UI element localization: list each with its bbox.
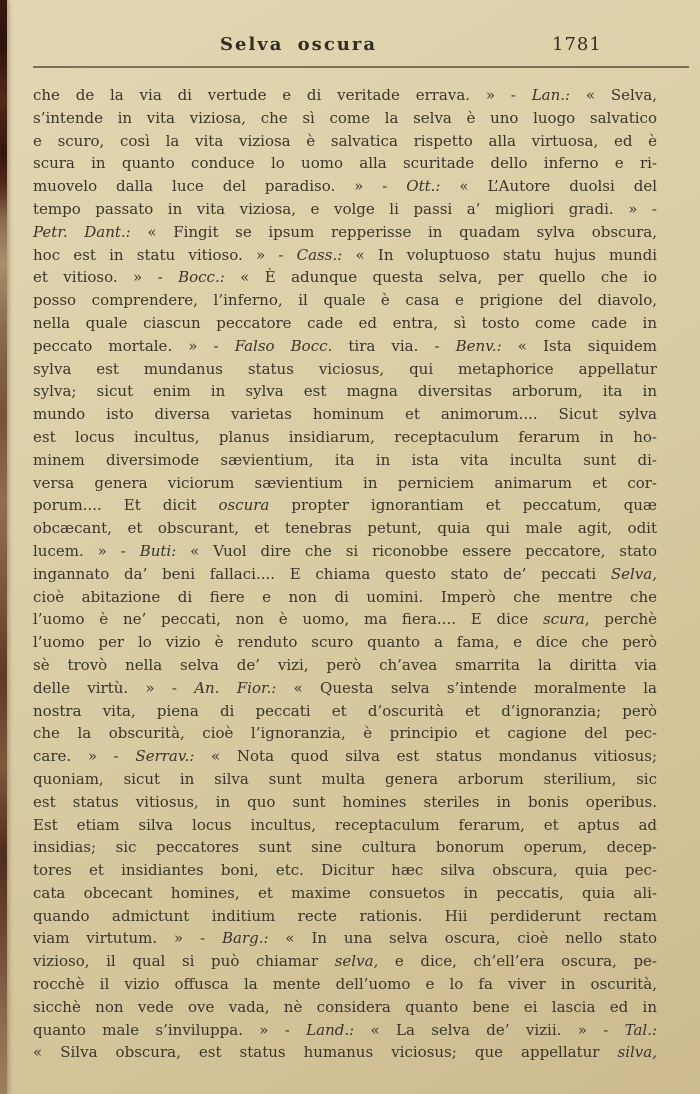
header-rule [33, 66, 689, 68]
text-segment: delle virtù. » - [33, 678, 195, 697]
text-segment: et vitioso. » - [33, 268, 179, 287]
text-line [33, 700, 657, 723]
text-segment: , perchè [584, 610, 658, 629]
text-line [33, 586, 657, 609]
text-line [33, 608, 657, 631]
commentator-abbrev: Barg.: [221, 929, 269, 948]
text-segment: e scuro, così la vita viziosa è salvatica rispetto alla virtuosa, ed è [33, 131, 657, 150]
text-line [33, 175, 657, 198]
commentator-abbrev: oscura [218, 496, 270, 515]
text-segment: nostra vita, piena di peccati et d’oscurità et d’ignoranzia; però [33, 701, 657, 720]
text-line [33, 836, 657, 859]
commentator-abbrev: Land.: [306, 1020, 355, 1039]
text-segment: tira via. - [332, 336, 456, 355]
text-segment: « Silva obscura, est status humanus viciosus; que appellatur [33, 1043, 618, 1062]
text-line [33, 677, 657, 700]
text-segment: lucem. » - [33, 541, 140, 560]
text-line [33, 927, 657, 950]
commentator-abbrev: scura [542, 610, 585, 629]
text-line [33, 244, 657, 267]
text-segment: sicchè non vede ove vada, nè considera quanto bene ei lascia ed in [33, 997, 657, 1016]
text-line [33, 289, 657, 312]
text-segment: « Fingit se ipsum repperisse in quadam sylva obscura, [130, 222, 657, 241]
text-segment: « Selva, [570, 86, 657, 104]
text-line [33, 107, 657, 130]
commentator-abbrev: Tal.: [624, 1020, 658, 1039]
text-line [33, 426, 657, 449]
body-text [33, 84, 657, 1064]
commentator-abbrev: Cass.: [296, 245, 343, 264]
text-segment: hoc est in statu vitioso. » - [33, 245, 297, 264]
text-segment: insidias; sic peccatores sunt sine cultura bonorum operum, decep- [33, 838, 657, 857]
text-line [33, 1041, 657, 1064]
text-segment: vizioso, il qual si può chiamar [33, 952, 335, 971]
text-segment: muovelo dalla luce del paradiso. » - [33, 177, 407, 196]
text-line [33, 905, 657, 928]
text-segment: l’uomo per lo vizio è renduto scuro quanto a fama, e dice che però [33, 633, 657, 652]
text-line [33, 358, 657, 381]
text-segment: che la obscurità, cioè l’ignoranzia, è principio et cagione del pec- [33, 724, 657, 743]
text-segment: obcæcant, et obscurant, et tenebras petunt, quia qui male agit, odit [33, 519, 657, 538]
text-segment: quoniam, sicut in silva sunt multa genera arborum sterilium, sic [33, 769, 657, 788]
text-segment: est locus incultus, planus insidiarum, receptaculum ferarum in ho- [33, 427, 657, 446]
text-segment: rocchè il vizio offusca la mente dell’uomo e lo fa viver in oscurità, [33, 975, 657, 994]
text-segment: quando admictunt inditium recte rationis. Hii perdiderunt rectam [33, 906, 657, 925]
text-segment: « La selva de’ vizii. » - [354, 1020, 625, 1039]
commentator-abbrev: silva, [617, 1043, 657, 1062]
text-segment: scura in quanto conduce lo uomo alla scuritade dello inferno e ri- [33, 154, 657, 173]
text-segment: sylva est mundanus status viciosus, qui metaphorice appellatur [33, 359, 657, 378]
text-segment: viam virtutum. » - [33, 929, 222, 948]
commentator-abbrev: Ott.: [406, 177, 441, 196]
text-line [33, 859, 657, 882]
text-segment: quanto male s’inviluppa. » - [33, 1020, 307, 1039]
text-line [33, 130, 657, 153]
commentator-abbrev: Serrav.: [135, 747, 195, 766]
text-segment: mundo isto diversa varietas hominum et animorum.... Sicut sylva [33, 405, 657, 424]
text-segment: « In voluptuoso statu hujus mundi [342, 245, 657, 264]
text-line [33, 631, 657, 654]
commentator-abbrev: Buti: [139, 541, 177, 560]
text-segment: « Nota quod silva est status mondanus vitiosus; [194, 747, 657, 766]
text-line [33, 380, 657, 403]
text-segment: « È adunque questa selva, per quello che io [224, 268, 657, 287]
text-segment: nella quale ciascun peccatore cade ed entra, sì tosto come cade in [33, 313, 657, 332]
page-number: 1781 [552, 34, 602, 55]
text-segment: l’uomo è ne’ peccati, non è uomo, ma fiera.... E dice [33, 610, 543, 629]
text-line [33, 745, 657, 768]
scan-gutter-shadow [0, 0, 7, 1094]
text-segment: propter ignorantiam et peccatum, quæ [269, 496, 657, 515]
text-line [33, 517, 657, 540]
text-segment: porum.... Et dicit [33, 496, 219, 515]
text-segment: tores et insidiantes boni, etc. Dicitur hæc silva obscura, quia pec- [33, 861, 657, 880]
text-segment: versa genera viciorum sævientium in perniciem animarum et cor- [33, 473, 657, 492]
text-line [33, 563, 657, 586]
commentator-abbrev: Selva, [610, 564, 657, 583]
text-line [33, 198, 657, 221]
text-line [33, 654, 657, 677]
text-segment: posso comprendere, l’inferno, il quale è casa e prigione del diavolo, [33, 291, 657, 310]
text-line [33, 449, 657, 472]
text-line [33, 1019, 657, 1042]
text-segment: care. » - [33, 747, 136, 766]
commentator-abbrev: An. Fior.: [194, 678, 277, 697]
commentator-abbrev: Petr. Dant.: [33, 222, 131, 241]
text-segment: « Questa selva s’intende moralmente la [276, 678, 657, 697]
commentator-abbrev: Lan.: [531, 86, 571, 104]
text-line [33, 84, 657, 107]
text-segment: e dice, ch’ell’era oscura, pe- [378, 952, 657, 971]
text-line [33, 472, 657, 495]
text-line [33, 950, 657, 973]
text-line [33, 221, 657, 244]
text-line [33, 335, 657, 358]
text-segment: cata obcecant homines, et maxime consuetos in peccatis, quia ali- [33, 883, 657, 902]
running-header-title: Selva oscura [220, 34, 378, 55]
commentator-abbrev: Benv.: [455, 336, 502, 355]
commentator-abbrev: Falso Bocc. [234, 336, 333, 355]
text-line [33, 791, 657, 814]
text-line [33, 403, 657, 426]
text-segment: « L’Autore duolsi del [440, 177, 658, 196]
commentator-abbrev: selva, [334, 952, 379, 971]
text-line [33, 973, 657, 996]
text-segment: Est etiam silva locus incultus, receptaculum ferarum, et aptus ad [33, 815, 657, 834]
text-line [33, 152, 657, 175]
text-line [33, 882, 657, 905]
text-line [33, 266, 657, 289]
text-line [33, 312, 657, 335]
text-line [33, 722, 657, 745]
text-segment: « Ista siquidem [501, 336, 658, 355]
text-segment: ingannato da’ beni fallaci.... E chiama questo stato de’ peccati [33, 564, 611, 583]
text-segment: sè trovò nella selva de’ vizi, però ch’avea smarrita la diritta via [33, 655, 657, 674]
text-segment: sylva; sicut enim in sylva est magna diversitas arborum, ita in [33, 382, 657, 401]
text-line [33, 996, 657, 1019]
text-segment: che de la via di vertude e di veritade errava. » - [33, 86, 532, 104]
text-segment: « Vuol dire che si riconobbe essere peccatore, stato [176, 541, 657, 560]
text-segment: est status vitiosus, in quo sunt homines steriles in bonis operibus. [33, 792, 657, 811]
text-segment: minem diversimode sævientium, ita in ista vita inculta sunt di- [33, 450, 657, 469]
text-segment: cioè abitazione di fiere e non di uomini. Imperò che mentre che [33, 587, 657, 606]
text-line [33, 540, 657, 563]
commentator-abbrev: Bocc.: [178, 268, 225, 287]
text-line [33, 768, 657, 791]
text-segment: « In una selva oscura, cioè nello stato [268, 929, 657, 948]
text-line [33, 814, 657, 837]
text-segment: peccato mortale. » - [33, 336, 235, 355]
text-line [33, 494, 657, 517]
text-segment: s’intende in vita viziosa, che sì come la selva è uno luogo salvatico [33, 108, 657, 127]
text-segment: tempo passato in vita viziosa, e volge li passi a’ migliori gradi. » - [33, 199, 657, 218]
